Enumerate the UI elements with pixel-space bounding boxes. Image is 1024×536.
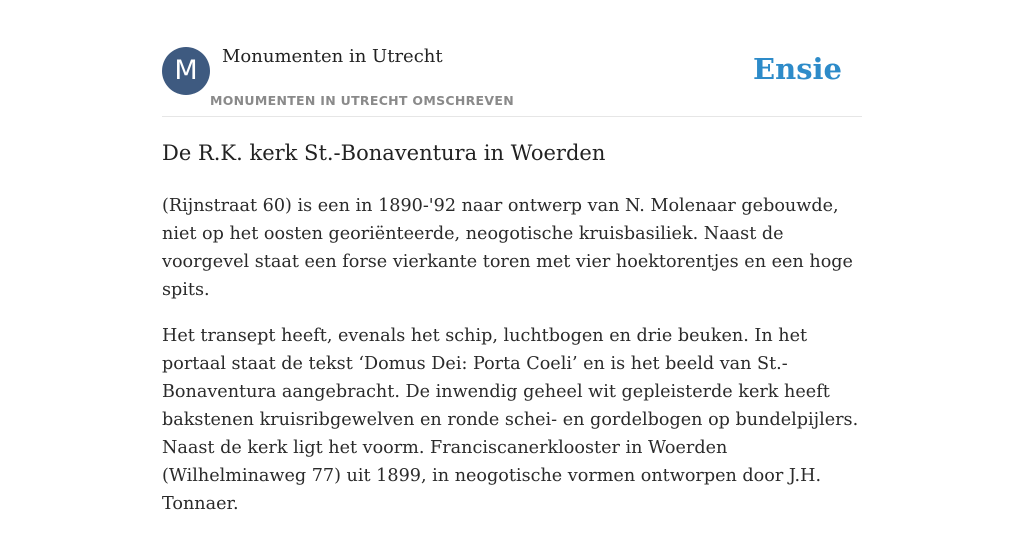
header bbox=[162, 0, 862, 117]
collection-avatar[interactable]: M bbox=[162, 47, 210, 95]
article-title: De R.K. kerk St.-Bonaventura in Woerden bbox=[162, 141, 606, 165]
collection-subtitle: MONUMENTEN IN UTRECHT OMSCHREVEN bbox=[210, 93, 514, 108]
article-paragraph: (Rijnstraat 60) is een in 1890-'92 naar ontwerp van N. Molenaar gebouwde, niet op het oosten georiënteerde, neogotische kruisbasiliek. Naast de voorgevel staat een forse vierkante toren met vier hoektorentjes en een hoge spits. bbox=[162, 196, 853, 300]
ensie-logo[interactable]: Ensie bbox=[753, 52, 842, 86]
article-paragraph: Het transept heeft, evenals het schip, luchtbogen en drie beuken. In het portaal staat de tekst ‘Domus Dei: Porta Coeli’ en is het beeld van St.-Bonaventura aangebracht. De inwendig geheel wit gepleisterde kerk heeft bakstenen kruisribgewelven en ronde schei- en gordelbogen op bundelpijlers. Naast de kerk ligt het voorm. Franciscanerklooster in Woerden (Wilhelminaweg 77) uit 1899, in neogotische vormen ontworpen door J.H. Tonnaer. bbox=[162, 326, 859, 514]
article-body bbox=[162, 192, 862, 536]
article-card bbox=[162, 0, 862, 514]
collection-title[interactable]: Monumenten in Utrecht bbox=[222, 46, 443, 67]
